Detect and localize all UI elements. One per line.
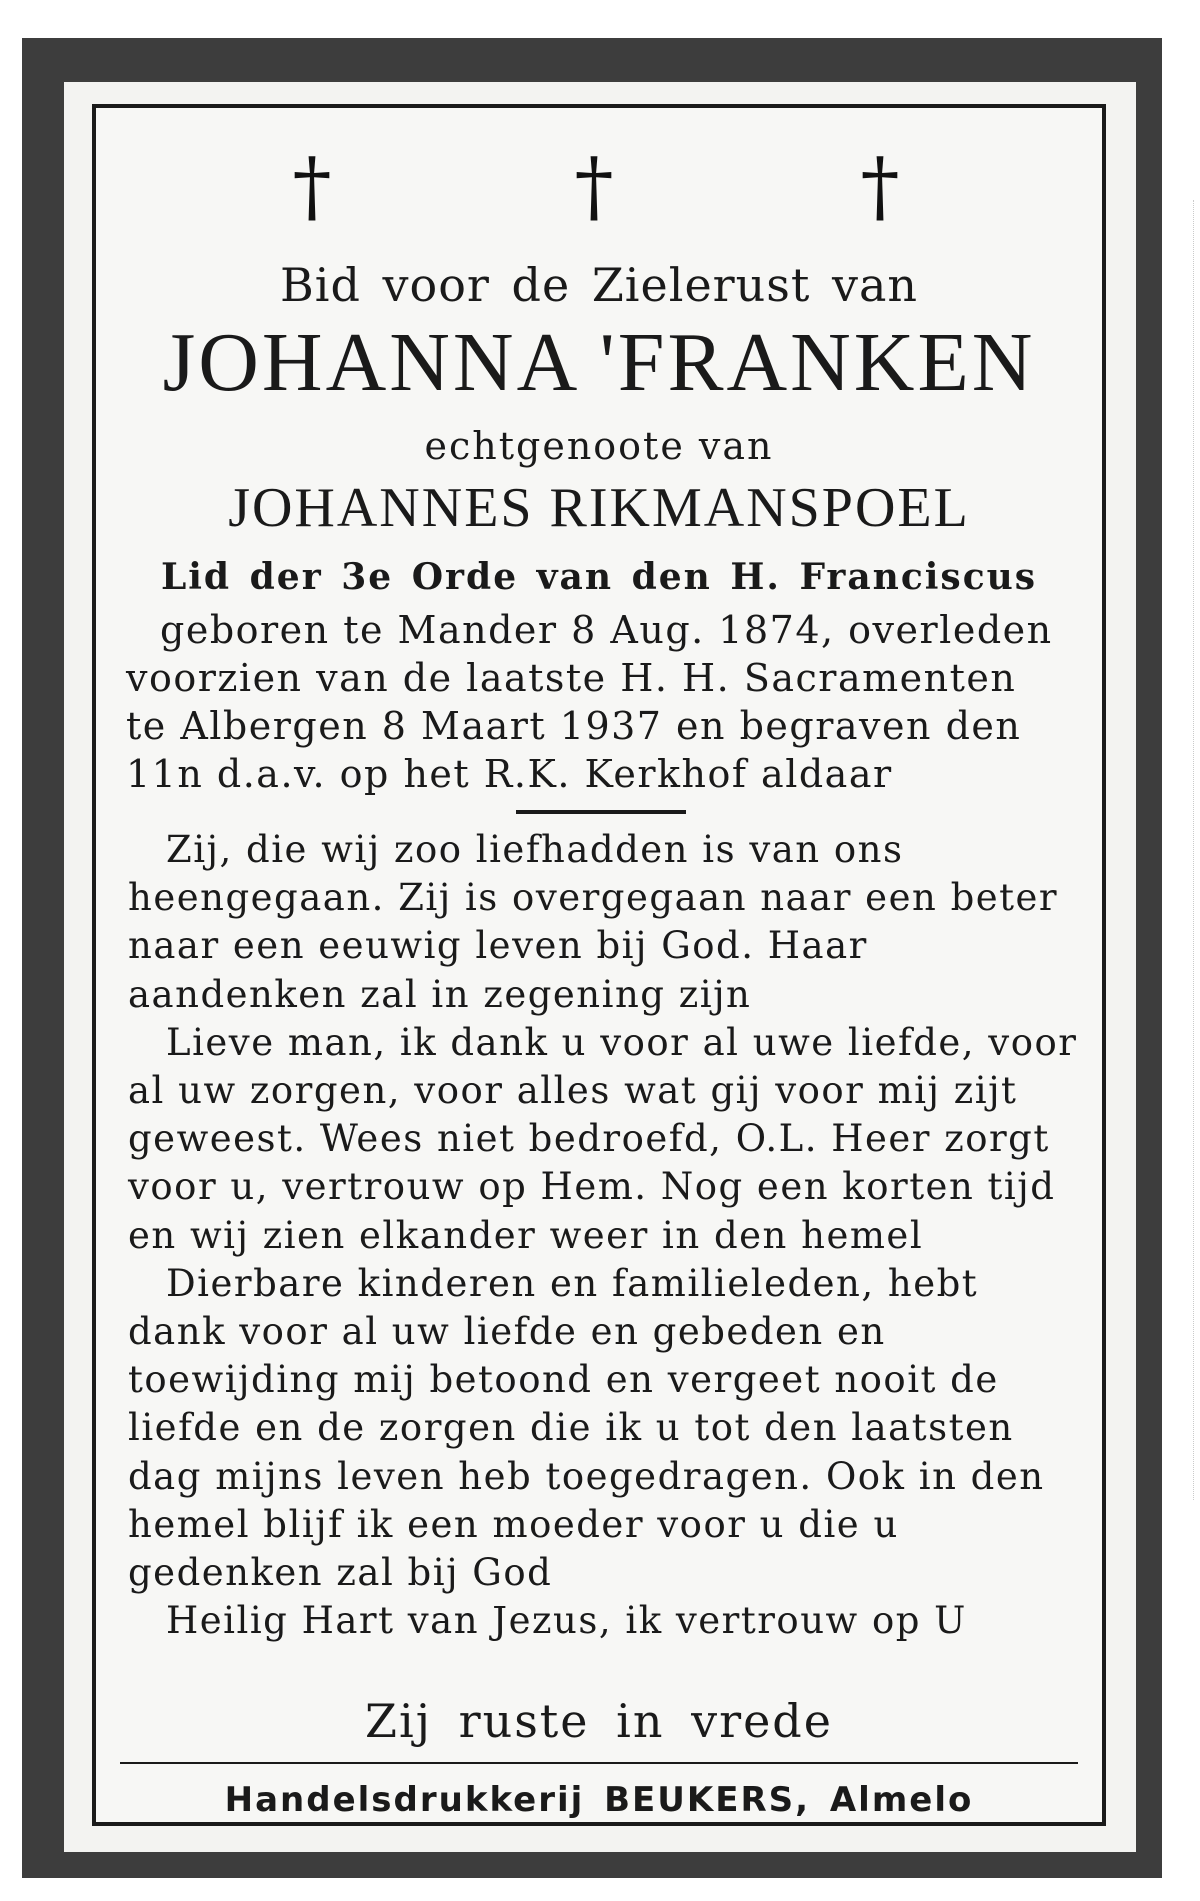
prayer-line: Heilig Hart van Jezus, ik vertrouw op U	[166, 1599, 967, 1643]
cross-icon: †	[860, 142, 900, 232]
biography	[126, 606, 1076, 798]
memorial-card	[92, 104, 1106, 1826]
scan-artifact	[1165, 200, 1194, 1500]
paragraph: Zij, die wij zoo liefhadden is van ons heengegaan. Zij is overgegaan naar een beter naar een eeuwig leven bij God. Haar aandenken zal in zegening zijn	[128, 828, 1059, 1016]
religious-order: Lid der 3e Orde van den H. Franciscus	[160, 556, 1038, 598]
spouse-name: JOHANNES RIKMANSPOEL	[228, 477, 970, 539]
closing-blessing: Zij ruste in vrede	[365, 1694, 833, 1748]
memorial-text	[128, 826, 1078, 1645]
divider	[516, 810, 686, 814]
cross-icon: †	[292, 142, 332, 232]
cross-icon: †	[574, 142, 614, 232]
intro-text: Bid voor de Zielerust van	[279, 258, 919, 312]
paragraph: Lieve man, ik dank u voor al uwe liefde, voor al uw zorgen, voor alles wat gij voor mij zijt geweest. Wees niet bedroefd, O.L. Heer zorgt voor u, vertrouw op Hem. Nog een korten tijd en wij zien elkander weer in den hemel	[128, 1020, 1078, 1257]
footer-rule	[120, 1762, 1078, 1764]
bio-line: voorzien van de laatste H. H. Sacramenten	[126, 656, 1017, 700]
paragraph: Dierbare kinderen en familieleden, hebt dank voor al uw liefde en gebeden en toewijding mij betoond en vergeet nooit de liefde en de zorgen die ik u tot den laatsten dag mijns leven heb toegedragen. Ook in den hemel blijf ik een moeder voor u die u gedenken zal bij God	[128, 1261, 1045, 1595]
bio-line: 11n d.a.v. op het R.K. Kerkhof aldaar	[126, 752, 893, 796]
bio-line: geboren te Mander 8 Aug. 1874, overleden	[160, 608, 1053, 652]
printer-credit: Handelsdrukkerij BEUKERS, Almelo	[224, 1780, 974, 1820]
crosses	[96, 142, 1102, 248]
spouse-label: echtgenoote van	[424, 424, 774, 468]
bio-line: te Albergen 8 Maart 1937 en begraven den	[126, 704, 1022, 748]
deceased-name: JOHANNA 'FRANKEN	[162, 316, 1036, 409]
